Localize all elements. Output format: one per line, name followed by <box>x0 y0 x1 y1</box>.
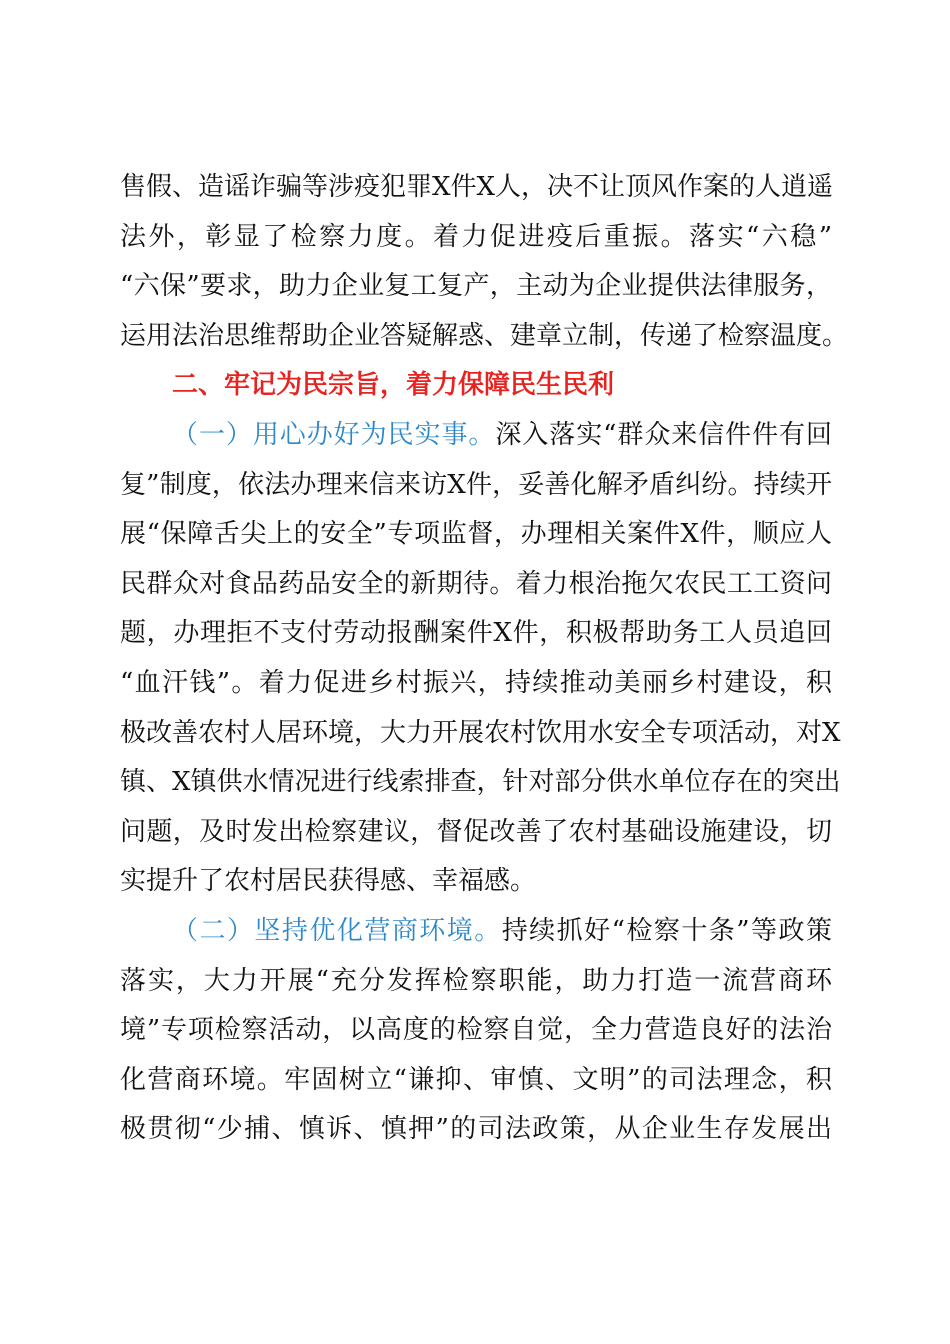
paragraph-line: 极改善农村人居环境，大力开展农村饮用水安全专项活动，对X <box>120 717 841 748</box>
paragraph-line: 运用法治思维帮助企业答疑解惑、建章立制，传递了检察温度。 <box>120 320 849 351</box>
paragraph-line: “血汗钱”。着力促进乡村振兴，持续推动美丽乡村建设，积 <box>120 667 832 698</box>
paragraph-line: “六保”要求，助力企业复工复产，主动为企业提供法律服务， <box>120 271 832 302</box>
paragraph-line: 售假、造谣诈骗等涉疫犯罪X件X人，决不让顶风作案的人逍遥 <box>120 172 834 202</box>
subsection-title: （二）坚持优化营商环境。 <box>172 915 502 946</box>
paragraph-line: 实提升了农村居民获得感、幸福感。 <box>120 866 537 897</box>
paragraph-line: 极贯彻“少捕、慎诉、慎押”的司法政策，从企业生存发展出 <box>120 1114 832 1145</box>
document-body <box>120 163 849 1155</box>
paragraph-first-line <box>120 411 832 461</box>
paragraph-text: 深入落实“群众来信件件有回 <box>495 419 832 450</box>
paragraph-line: 题，办理拒不支付劳动报酬案件X件，积极帮助务工人员追回 <box>120 618 832 649</box>
section-heading: 二、牢记为民宗旨，着力保障民生民利 <box>172 370 615 401</box>
paragraph-line: 民群众对食品药品安全的新期待。着力根治拖欠农民工工资问 <box>120 568 832 599</box>
paragraph-line: 复”制度，依法办理来信来访X件，妥善化解矛盾纠纷。持续开 <box>120 469 832 500</box>
paragraph-line: 境”专项检察活动，以高度的检察自觉，全力营造良好的法治 <box>120 1015 832 1046</box>
paragraph-line: 法外，彰显了检察力度。着力促进疫后重振。落实“六稳” <box>120 221 832 252</box>
subsection-title: （一）用心办好为民实事。 <box>172 419 496 450</box>
paragraph-line: 化营商环境。牢固树立“谦抑、审慎、文明”的司法理念，积 <box>120 1064 832 1095</box>
paragraph-line: 镇、X镇供水情况进行线索排查，针对部分供水单位存在的突出 <box>120 767 841 798</box>
paragraph-line: 落实，大力开展“充分发挥检察职能，助力打造一流营商环 <box>120 965 832 996</box>
paragraph-line: 问题，及时发出检察建议，督促改善了农村基础设施建设，切 <box>120 816 832 847</box>
paragraph-first-line <box>120 907 832 957</box>
paragraph-line: 展“保障舌尖上的安全”专项监督，办理相关案件X件，顺应人 <box>120 519 832 550</box>
paragraph-text: 持续抓好“检察十条”等政策 <box>501 915 832 946</box>
